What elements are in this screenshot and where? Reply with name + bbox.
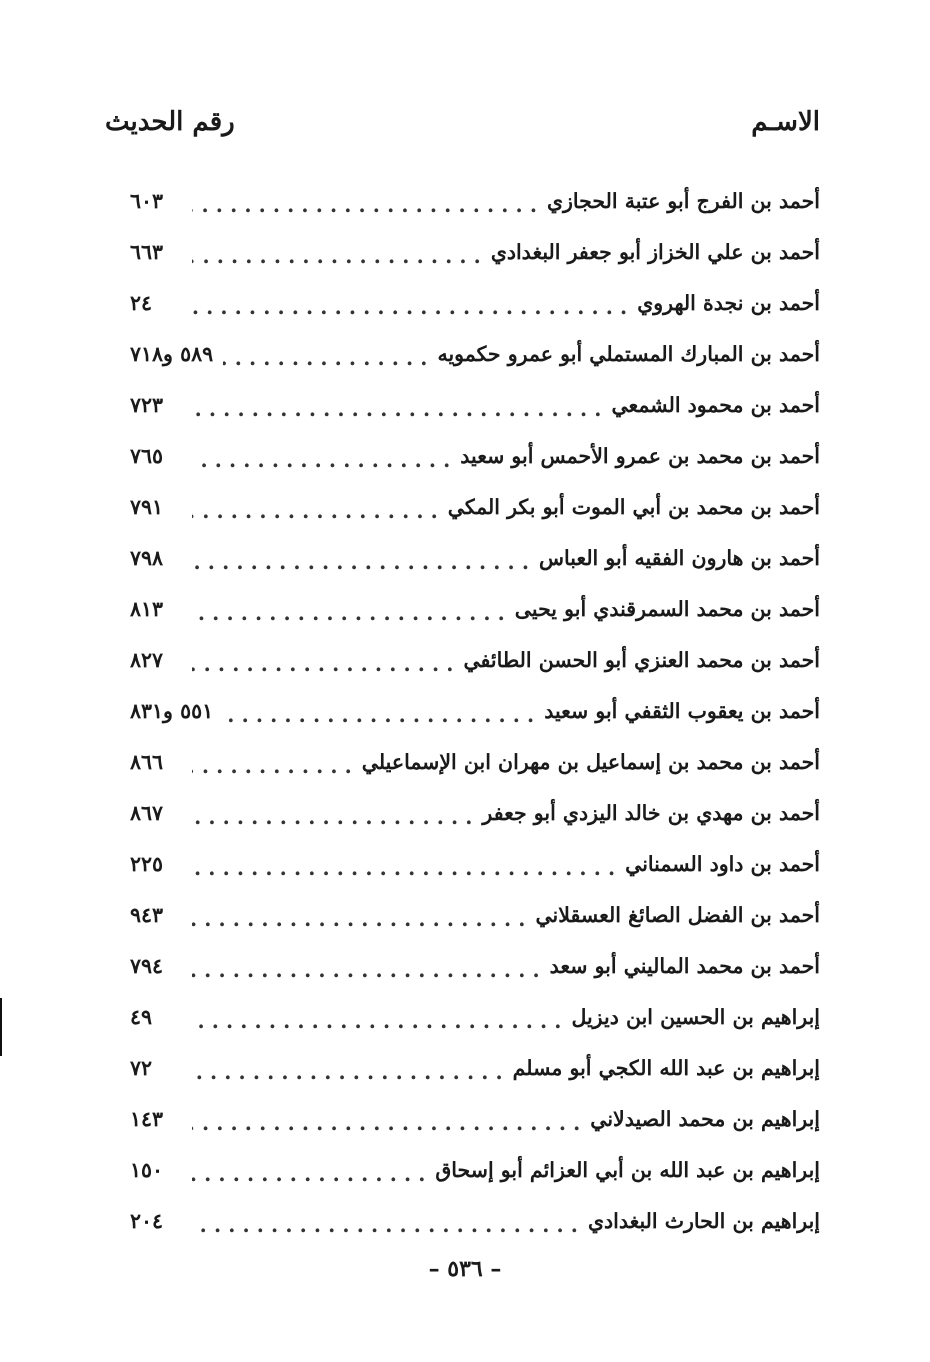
hadith-number-column-heading: رقم الحديث — [105, 107, 235, 137]
index-entry — [130, 430, 820, 481]
index-entry — [130, 838, 820, 889]
index-entry — [130, 634, 820, 685]
narrator-name: إبراهيم بن عبد الله الكجي أبو مسلم — [512, 1055, 820, 1080]
narrator-name: أحمد بن علي الخزاز أبو جعفر البغدادي — [490, 239, 820, 264]
leader-dots — [192, 499, 438, 523]
leader-dots — [192, 448, 450, 472]
narrator-name: أحمد بن الفرج أبو عتبة الحجازي — [546, 188, 820, 213]
narrator-name: أحمد بن محمد بن أبي الموت أبو بكر المكي — [447, 494, 820, 519]
index-entry — [130, 1144, 820, 1195]
index-entry — [130, 481, 820, 532]
leader-dots — [192, 652, 453, 676]
narrator-name: إبراهيم بن محمد الصيدلاني — [590, 1106, 820, 1131]
index-entry — [130, 379, 820, 430]
hadith-numbers: ٧٦٥ — [130, 443, 164, 468]
scan-edge-mark — [0, 998, 2, 1056]
leader-dots — [192, 958, 540, 982]
hadith-numbers: ٧٢ — [130, 1055, 153, 1080]
index-entry — [130, 328, 820, 379]
index-entry — [130, 175, 820, 226]
index-entry — [130, 583, 820, 634]
narrator-name: أحمد بن محمد السمرقندي أبو يحيى — [514, 596, 820, 621]
page-number: – ٥٣٦ – — [428, 1256, 502, 1282]
leader-dots — [192, 856, 615, 880]
hadith-numbers: ٧٩٨ — [130, 545, 164, 570]
hadith-numbers: ٨٦٦ — [130, 749, 164, 774]
hadith-numbers: ٩٤٣ — [130, 902, 164, 927]
leader-dots — [192, 1009, 561, 1033]
hadith-numbers: ٢٠٤ — [130, 1208, 164, 1233]
index-entry — [130, 1042, 820, 1093]
index-entry — [130, 1195, 820, 1246]
narrator-name: أحمد بن المبارك المستملي أبو عمرو حكمويه — [437, 341, 820, 366]
hadith-numbers: ٨٢٧ — [130, 647, 164, 672]
hadith-numbers: ٦٠٣ — [130, 188, 164, 213]
hadith-numbers: ٨٦٧ — [130, 800, 164, 825]
index-entry — [130, 1093, 820, 1144]
column-header — [105, 100, 820, 144]
narrator-name: إبراهيم بن عبد الله بن أبي العزائم أبو إسحاق — [435, 1157, 820, 1182]
hadith-numbers: ٥٥١ و٨٣١ — [130, 698, 214, 723]
index-entry — [130, 736, 820, 787]
hadith-numbers: ١٤٣ — [130, 1106, 164, 1131]
hadith-numbers: ٧٩٤ — [130, 953, 164, 978]
narrator-name: أحمد بن محمد المالیني أبو سعد — [549, 953, 820, 978]
narrator-name: أحمد بن محمد العنزي أبو الحسن الطائفي — [463, 647, 820, 672]
leader-dots — [192, 805, 472, 829]
hadith-numbers: ٨١٣ — [130, 596, 164, 621]
index-entry — [130, 889, 820, 940]
index-entry — [130, 787, 820, 838]
leader-dots — [192, 193, 537, 217]
hadith-numbers: ١٥٠ — [130, 1157, 164, 1182]
leader-dots — [223, 346, 427, 370]
leader-dots — [223, 703, 534, 727]
index-entry — [130, 685, 820, 736]
narrator-name: أحمد بن محمود الشمعي — [611, 392, 820, 417]
index-entry — [130, 226, 820, 277]
index-entry — [130, 991, 820, 1042]
leader-dots — [192, 1162, 425, 1186]
hadith-numbers: ٤٩ — [130, 1004, 153, 1029]
leader-dots — [192, 1060, 503, 1084]
name-column-heading: الاسـم — [751, 107, 820, 137]
leader-dots — [192, 550, 529, 574]
narrator-name: أحمد بن هارون الفقيه أبو العباس — [538, 545, 820, 570]
leader-dots — [192, 295, 627, 319]
narrator-name: أحمد بن محمد بن عمرو الأحمس أبو سعيد — [460, 443, 820, 468]
index-entry — [130, 532, 820, 583]
leader-dots — [192, 601, 505, 625]
leader-dots — [192, 907, 525, 931]
narrator-name: إبراهيم بن الحسين ابن ديزيل — [571, 1004, 820, 1029]
narrator-name: أحمد بن محمد بن إسماعيل بن مهران ابن الإسماعيلي — [361, 749, 820, 774]
narrator-name: إبراهيم بن الحارث البغدادي — [587, 1208, 820, 1233]
index-entry — [130, 277, 820, 328]
index-entry — [130, 940, 820, 991]
hadith-numbers: ٢٢٥ — [130, 851, 164, 876]
leader-dots — [192, 397, 601, 421]
narrator-name: أحمد بن الفضل الصائغ العسقلاني — [535, 902, 820, 927]
narrator-name: أحمد بن نجدة الهروي — [637, 290, 820, 315]
hadith-numbers: ٢٤ — [130, 290, 153, 315]
leader-dots — [192, 244, 481, 268]
leader-dots — [192, 1213, 578, 1237]
narrator-name: أحمد بن يعقوب الثقفي أبو سعيد — [544, 698, 820, 723]
narrator-name: أحمد بن داود السمناني — [625, 851, 820, 876]
hadith-numbers: ٦٦٣ — [130, 239, 164, 264]
hadith-numbers: ٧٩١ — [130, 494, 164, 519]
narrator-name: أحمد بن مهدي بن خالد اليزدي أبو جعفر — [482, 800, 820, 825]
hadith-numbers: ٧٢٣ — [130, 392, 164, 417]
leader-dots — [192, 754, 352, 778]
narrator-index-list — [130, 175, 820, 1246]
hadith-numbers: ٥٨٩ و٧١٨ — [130, 341, 214, 366]
leader-dots — [192, 1111, 580, 1135]
